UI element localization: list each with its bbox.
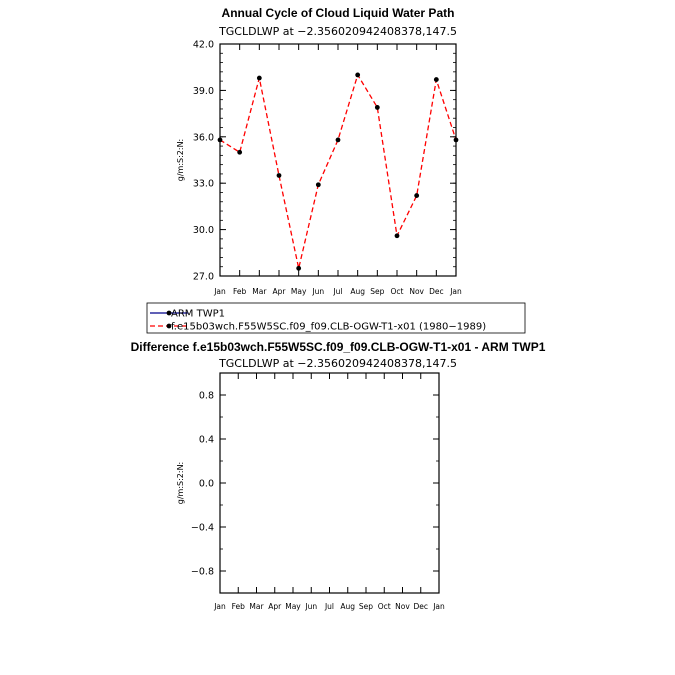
data-point [257, 76, 262, 81]
x-tick-label: Aug [350, 287, 365, 296]
legend-label: f.e15b03wch.F55W5SC.f09_f09.CLB-OGW-T1-x01 (1980−1989) [171, 321, 487, 333]
x-tick-label: Feb [233, 287, 247, 296]
x-tick-label: Jan [450, 287, 462, 296]
series-line [220, 75, 456, 268]
y-tick-label: 27.0 [192, 271, 214, 283]
x-tick-label: Oct [390, 287, 404, 296]
data-point [237, 150, 242, 155]
x-tick-label: Apr [272, 287, 286, 296]
data-point [414, 193, 419, 198]
y-tick-label: 30.0 [192, 225, 214, 237]
y-tick-label: 33.0 [192, 178, 214, 190]
y-tick-label: 0.8 [198, 390, 214, 402]
x-tick-label: Nov [395, 602, 410, 611]
x-tick-label: Jun [312, 287, 325, 296]
x-tick-label: Sep [370, 287, 385, 296]
x-tick-label: Nov [409, 287, 424, 296]
x-tick-label: Jun [305, 602, 318, 611]
x-tick-label: Sep [358, 602, 374, 611]
data-point [296, 266, 301, 271]
chart-2-ylabel: g/m:S:2:N: [176, 461, 185, 505]
chart-1-subtitle: TGCLDLWP at −2.356020942408378,147.5 [219, 25, 457, 38]
x-tick-label: Jan [214, 287, 226, 296]
x-tick-label: May [290, 287, 307, 296]
y-tick-label: 42.0 [192, 39, 214, 51]
legend-label: ARM TWP1 [171, 308, 225, 320]
x-tick-label: Jan [433, 602, 445, 611]
chart-1 [147, 6, 525, 333]
y-tick-label: 36.0 [192, 132, 214, 144]
chart-2-frame [220, 373, 439, 593]
x-tick-label: Jul [324, 602, 335, 611]
x-tick-label: Apr [268, 602, 282, 611]
y-tick-label: 0.4 [198, 434, 214, 446]
x-tick-label: Dec [413, 602, 429, 611]
x-tick-label: May [285, 602, 301, 611]
x-tick-label: Jul [333, 287, 343, 296]
data-point [395, 233, 400, 238]
y-tick-label: 0.0 [198, 478, 214, 490]
data-point [434, 77, 439, 82]
x-tick-label: Oct [377, 602, 391, 611]
x-tick-label: Aug [340, 602, 356, 611]
chart-1-title: Annual Cycle of Cloud Liquid Water Path [221, 6, 455, 20]
chart-2-subtitle: TGCLDLWP at −2.356020942408378,147.5 [219, 357, 457, 370]
y-tick-label: 39.0 [192, 85, 214, 97]
x-tick-label: Mar [252, 287, 267, 296]
x-tick-label: Dec [429, 287, 444, 296]
data-point [336, 137, 341, 142]
chart-2-title: Difference f.e15b03wch.F55W5SC.f09_f09.CLB-OGW-T1-x01 - ARM TWP1 [130, 340, 546, 354]
data-point [355, 73, 360, 78]
x-tick-label: Mar [249, 602, 264, 611]
y-tick-label: −0.4 [190, 522, 214, 534]
chart-1-frame [220, 44, 456, 276]
data-point [316, 182, 321, 187]
x-tick-label: Jan [214, 602, 226, 611]
legend [147, 303, 525, 333]
data-point [277, 173, 282, 178]
chart-1-ylabel: g/m:S:2:N: [176, 138, 185, 182]
chart-2 [131, 340, 546, 611]
x-tick-label: Feb [231, 602, 245, 611]
y-tick-label: −0.8 [190, 566, 214, 578]
data-point [375, 105, 380, 110]
